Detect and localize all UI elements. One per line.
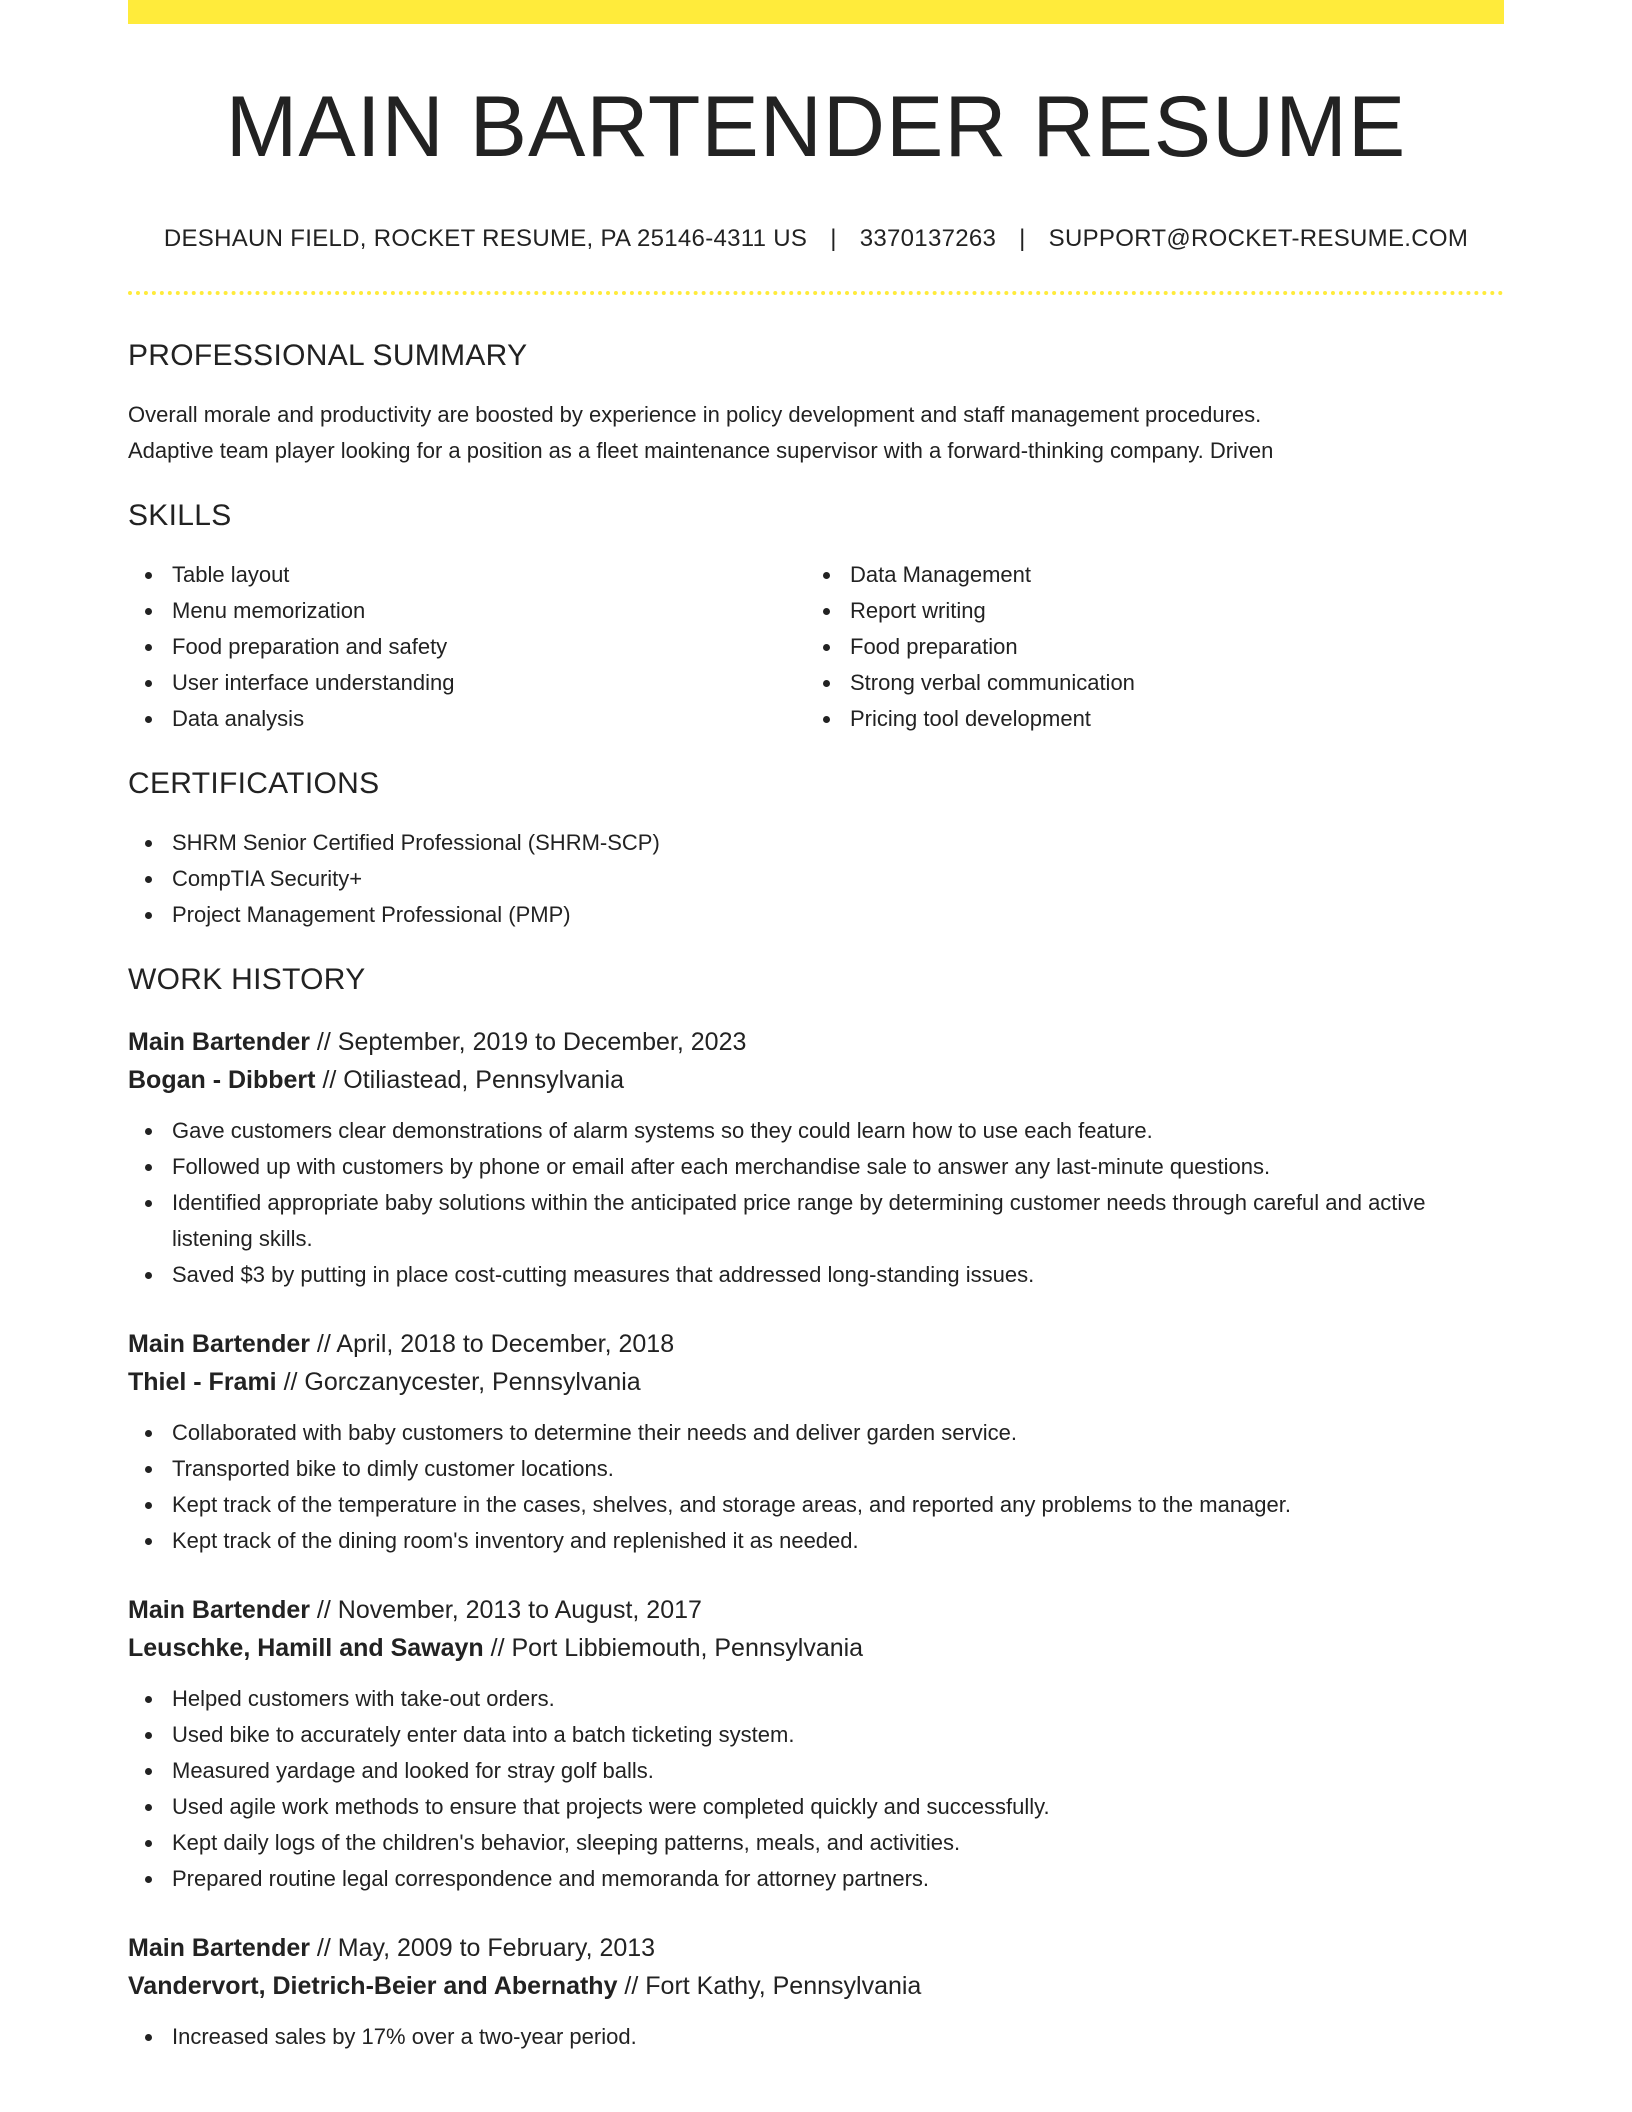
job-location: // Port Libbiemouth, Pennsylvania [483,1633,864,1662]
summary-heading: PROFESSIONAL SUMMARY [128,338,528,372]
job-bullet: Measured yardage and looked for stray golf balls. [128,1753,1504,1789]
job-entry [128,1591,1504,1897]
job-bullet: Followed up with customers by phone or email after each merchandise sale to answer any last-minute questions. [128,1149,1504,1185]
job-bullet: Gave customers clear demonstrations of alarm systems so they could learn how to use each feature. [128,1113,1504,1149]
skills-list-right [806,557,1484,737]
contact-email: SUPPORT@ROCKET-RESUME.COM [1048,224,1469,252]
job-bullet: Used agile work methods to ensure that projects were completed quickly and successfully. [128,1789,1504,1825]
job-title-line [128,1325,1504,1363]
job-company-line [128,1363,1504,1401]
page-title: MAIN BARTENDER RESUME [225,79,1407,175]
summary-line: Adaptive team player looking for a position as a fleet maintenance supervisor with a forward-thinking company. Driven [128,437,1274,463]
skill-item: Data analysis [128,701,806,737]
skill-item: Strong verbal communication [806,665,1484,701]
job-location: // Gorczanycester, Pennsylvania [276,1367,641,1396]
job-title: Main Bartender [128,1595,310,1624]
job-entry [128,1023,1504,1293]
header-divider [128,291,1504,295]
job-company-line [128,1967,1504,2005]
job-title: Main Bartender [128,1027,310,1056]
certification-item: Project Management Professional (PMP) [128,897,1504,933]
certifications-heading: CERTIFICATIONS [128,766,380,800]
job-location: // Otiliastead, Pennsylvania [315,1065,624,1094]
contact-address: DESHAUN FIELD, ROCKET RESUME, PA 25146-4311 US [163,224,808,252]
job-bullet: Used bike to accurately enter data into a batch ticketing system. [128,1717,1504,1753]
skill-item: Food preparation [806,629,1484,665]
job-bullets [128,1113,1504,1293]
job-bullets [128,1681,1504,1897]
contact-line [128,225,1504,253]
skill-item: Food preparation and safety [128,629,806,665]
job-bullet: Collaborated with baby customers to determine their needs and deliver garden service. [128,1415,1504,1451]
skill-item: Pricing tool development [806,701,1484,737]
job-dates: // September, 2019 to December, 2023 [309,1027,747,1056]
job-bullet: Helped customers with take-out orders. [128,1681,1504,1717]
skill-item: Menu memorization [128,593,806,629]
certifications-list [128,825,1504,933]
job-bullet: Identified appropriate baby solutions within the anticipated price range by determining customer needs through careful and active listening skills. [128,1185,1504,1257]
job-entry [128,1929,1504,2055]
job-title: Main Bartender [128,1329,310,1358]
job-title: Main Bartender [128,1933,310,1962]
job-company-line [128,1629,1504,1667]
job-bullet: Increased sales by 17% over a two-year period. [128,2019,1504,2055]
job-bullet: Transported bike to dimly customer locations. [128,1451,1504,1487]
job-dates: // May, 2009 to February, 2013 [309,1933,656,1962]
contact-separator: | [830,224,837,252]
contact-phone: 3370137263 [859,224,997,252]
job-company-line [128,1061,1504,1099]
certification-item: SHRM Senior Certified Professional (SHRM-SCP) [128,825,1504,861]
skills-columns [128,533,1504,737]
job-title-line [128,1591,1504,1629]
job-bullet: Kept track of the temperature in the cases, shelves, and storage areas, and reported any problems to the manager. [128,1487,1504,1523]
summary-line: Overall morale and productivity are boosted by experience in policy development and staff management procedures. [128,401,1262,427]
resume-page [128,0,1504,2055]
top-accent-bar [128,0,1504,24]
job-location: // Fort Kathy, Pennsylvania [617,1971,922,2000]
skill-item: Report writing [806,593,1484,629]
skills-list-left [128,557,806,737]
job-company: Vandervort, Dietrich-Beier and Abernathy [128,1971,618,2000]
job-dates: // April, 2018 to December, 2018 [309,1329,675,1358]
job-bullet: Saved $3 by putting in place cost-cutting measures that addressed long-standing issues. [128,1257,1504,1293]
work-history-heading: WORK HISTORY [128,962,366,996]
job-bullet: Kept track of the dining room's inventory and replenished it as needed. [128,1523,1504,1559]
certification-item: CompTIA Security+ [128,861,1504,897]
job-company: Thiel - Frami [128,1367,277,1396]
skill-item: Table layout [128,557,806,593]
job-dates: // November, 2013 to August, 2017 [309,1595,702,1624]
job-title-line [128,1929,1504,1967]
contact-separator: | [1019,224,1026,252]
job-bullet: Prepared routine legal correspondence and memoranda for attorney partners. [128,1861,1504,1897]
skill-item: Data Management [806,557,1484,593]
job-entry [128,1325,1504,1559]
job-bullet: Kept daily logs of the children's behavior, sleeping patterns, meals, and activities. [128,1825,1504,1861]
summary-text [128,397,1504,469]
job-bullets [128,1415,1504,1559]
job-company: Bogan - Dibbert [128,1065,316,1094]
skills-heading: SKILLS [128,498,232,532]
job-bullets [128,2019,1504,2055]
job-company: Leuschke, Hamill and Sawayn [128,1633,484,1662]
job-title-line [128,1023,1504,1061]
skill-item: User interface understanding [128,665,806,701]
